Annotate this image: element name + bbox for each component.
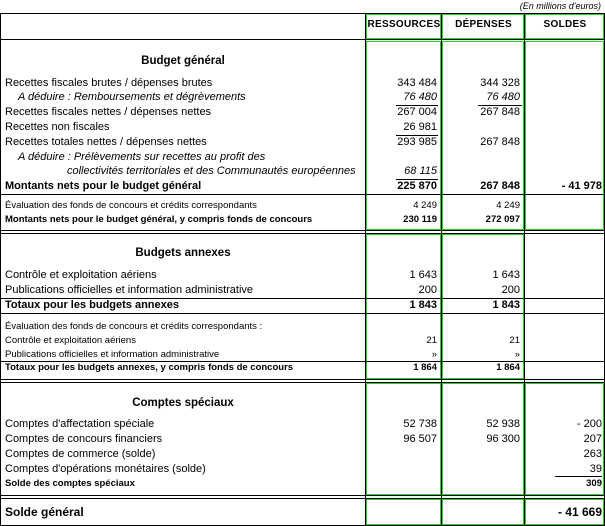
- cell-depenses: 96 300: [486, 433, 520, 445]
- section-divider: [0, 495, 605, 496]
- row-label: Comptes d'opérations monétaires (solde): [5, 463, 206, 475]
- row-label: Montants nets pour le budget général, y compris fonds de concours: [5, 214, 313, 225]
- cell-ressources: 1 643: [409, 269, 437, 281]
- header-bottom-border: [0, 39, 605, 40]
- cell-depenses: 52 938: [486, 418, 520, 430]
- budget-table: [0, 13, 605, 526]
- header-soldes: SOLDES: [543, 19, 587, 30]
- row-label: A déduire : Prélèvements sur recettes au profit des: [18, 151, 266, 163]
- row-label: Évaluation des fonds de concours et crédits correspondants :: [5, 321, 263, 332]
- cell-soldes: - 41 978: [561, 180, 602, 192]
- cell-depenses: 267 848: [480, 180, 520, 192]
- column-highlight: [442, 499, 524, 525]
- cell-depenses: 21: [509, 335, 520, 346]
- row-label: Recettes totales nettes / dépenses nettes: [5, 136, 207, 148]
- row-label: Recettes fiscales nettes / dépenses nettes: [5, 106, 212, 118]
- row-label: Contrôle et exploitation aériens: [5, 269, 157, 281]
- cell-ressources: 230 119: [403, 214, 437, 225]
- cell-depenses: 1 643: [492, 269, 520, 281]
- cell-ressources: 76 480: [403, 91, 437, 103]
- cell-depenses: 267 848: [480, 106, 520, 118]
- cell-ressources: 52 738: [403, 418, 437, 430]
- header-depenses: DÉPENSES: [455, 19, 512, 30]
- row-label: Publications officielles et information administrative: [5, 349, 220, 360]
- cell-ressources: 26 981: [403, 121, 437, 133]
- row-label: collectivités territoriales et des Communautés européennes: [67, 165, 356, 177]
- cell-depenses: 4 249: [496, 200, 520, 211]
- cell-depenses: »: [514, 349, 520, 360]
- cell-soldes: 263: [583, 448, 602, 460]
- cell-soldes: - 200: [576, 418, 602, 430]
- row-label: Recettes fiscales brutes / dépenses brutes: [5, 77, 213, 89]
- row-rule: [1, 313, 604, 314]
- cell-depenses: 200: [501, 284, 520, 296]
- row-label: Comptes d'affectation spéciale: [5, 418, 155, 430]
- cell-ressources: 293 985: [397, 136, 437, 148]
- row-label: Solde des comptes spéciaux: [5, 478, 135, 489]
- cell-ressources: 96 507: [403, 433, 437, 445]
- cell-ressources: 343 484: [397, 77, 437, 89]
- header-ressources: RESSOURCES: [367, 19, 441, 30]
- column-highlight: [525, 41, 604, 230]
- section-title-budgets-annexes: Budgets annexes: [135, 247, 231, 259]
- section-title-comptes-speciaux: Comptes spéciaux: [132, 397, 234, 409]
- row-rule: [1, 194, 604, 195]
- row-label: Contrôle et exploitation aériens: [5, 335, 136, 346]
- cell-ressources: 21: [426, 335, 437, 346]
- row-label: Montants nets pour le budget général: [5, 180, 202, 192]
- cell-ressources: 68 115: [404, 165, 437, 177]
- cell-depenses: 1 843: [492, 299, 520, 311]
- row-label: Totaux pour les budgets annexes: [5, 299, 179, 311]
- row-label: A déduire : Remboursements et dégrèvements: [18, 91, 246, 103]
- cell-soldes: 309: [586, 478, 602, 489]
- row-label: Comptes de concours financiers: [5, 433, 163, 445]
- cell-depenses: 272 097: [485, 214, 520, 225]
- cell-ressources: »: [431, 349, 437, 360]
- row-label: Totaux pour les budgets annexes, y compris fonds de concours: [5, 362, 294, 373]
- cell-depenses: 76 480: [486, 91, 520, 103]
- unit-note: (En millions d'euros): [519, 1, 601, 11]
- cell-depenses: 267 848: [480, 136, 520, 148]
- cell-ressources: 4 249: [413, 200, 437, 211]
- solde-general-label: Solde général: [5, 505, 84, 519]
- cell-ressources: 225 870: [397, 180, 437, 192]
- cell-soldes: 207: [583, 433, 602, 445]
- cell-ressources: 1 864: [413, 362, 437, 373]
- cell-ressources: 200: [418, 284, 437, 296]
- section-divider: [0, 379, 605, 380]
- solde-general-value: - 41 669: [557, 505, 602, 519]
- cell-ressources: 1 843: [409, 299, 437, 311]
- row-label: Évaluation des fonds de concours et crédits correspondants: [5, 200, 257, 211]
- cell-depenses: 1 864: [496, 362, 520, 373]
- section-divider: [0, 230, 605, 231]
- cell-ressources: 267 004: [397, 106, 437, 118]
- row-label: Comptes de commerce (solde): [5, 448, 156, 460]
- subtotal-rule: [555, 476, 602, 477]
- section-title-budget-general: Budget général: [141, 55, 225, 67]
- column-highlight: [366, 499, 441, 525]
- row-label: Recettes non fiscales: [5, 121, 110, 133]
- row-label: Publications officielles et information administrative: [5, 284, 254, 296]
- cell-soldes: 39: [589, 463, 602, 475]
- table-left-border: [0, 13, 1, 526]
- cell-depenses: 344 328: [480, 77, 520, 89]
